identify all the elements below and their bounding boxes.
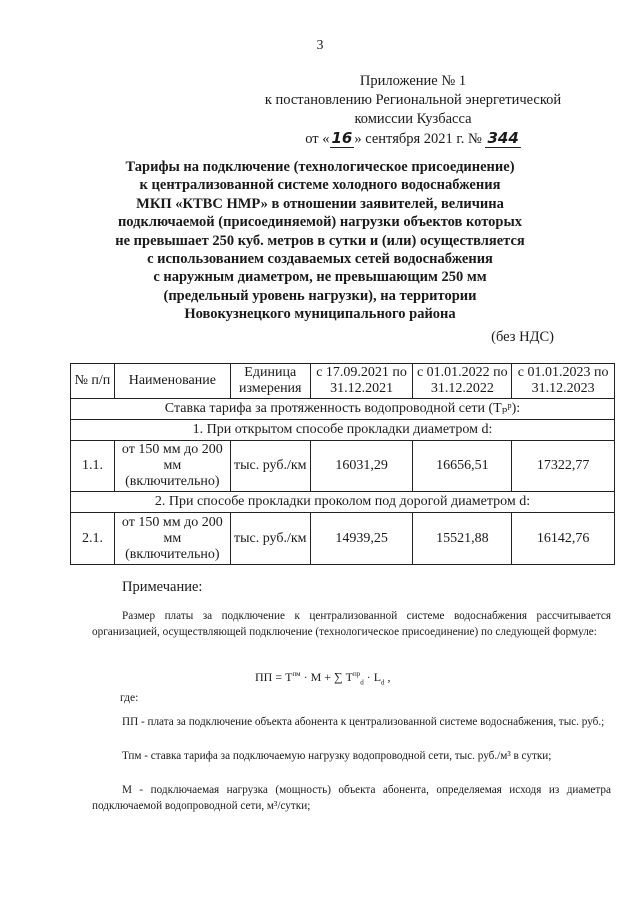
row-unit: тыс. руб./км (230, 441, 310, 492)
title-line: не превышает 250 куб. метров в сутки и (или) осуществляется (115, 232, 525, 249)
formula-rhs-sub: d (381, 678, 385, 687)
header-unit: Единица измерения (230, 364, 310, 399)
table-row (71, 399, 615, 420)
row-value-2023: 17322,77 (512, 441, 615, 492)
appendix-title: Приложение № 1 (359, 73, 467, 89)
tariff-table (70, 363, 615, 565)
row-range: от 150 мм до 200 мм (включительно) (114, 441, 230, 492)
row-value-2021: 14939,25 (310, 513, 413, 565)
formula-lhs-sup: пм (292, 670, 301, 678)
definition-tpm: Тпм - ставка тарифа за подключаемую нагрузку водопроводной сети, тыс. руб./м³ в сутки; (122, 750, 552, 762)
table-row (71, 492, 615, 513)
header-num: № п/п (71, 364, 115, 399)
formula-end: , (384, 670, 391, 684)
where-label: где: (120, 692, 139, 704)
note-heading: Примечание: (122, 579, 203, 595)
table-header-row (71, 364, 615, 399)
row-value-2022: 16656,51 (413, 441, 512, 492)
formula (255, 670, 391, 686)
formula-lhs: ПП = Т (255, 670, 293, 684)
handwritten-day: 16 (331, 129, 353, 147)
title-line: Новокузнецкого муниципального района (184, 306, 456, 323)
definition-m: М - подключаемая нагрузка (мощность) объекта абонента, определяемая исходя из диаметра подключаемой водопроводной сети, м³/сутки; (92, 784, 611, 812)
appendix-resolution: к постановлению Региональной энергетической (264, 92, 562, 108)
row-value-2021: 16031,29 (310, 441, 413, 492)
date-prefix: от « (305, 131, 330, 147)
row-range: от 150 мм до 200 мм (включительно) (114, 513, 230, 565)
section-puncture-laying: 2. При способе прокладки проколом под дорогой диаметром d: (71, 492, 615, 513)
table-row (71, 513, 615, 565)
header-period-2: с 01.01.2022 по 31.12.2022 (413, 364, 512, 399)
header-period-1: с 17.09.2021 по 31.12.2021 (310, 364, 413, 399)
page-number: 3 (316, 38, 324, 53)
rate-caption: Ставка тарифа за протяженность водопроводной сети (Тₚᵖ): (71, 399, 615, 420)
table-row (71, 441, 615, 492)
table-row (71, 420, 615, 441)
title-line: Тарифы на подключение (технологическое присоединение) (125, 159, 515, 175)
formula-rhs: · L (363, 670, 382, 684)
header-period-3: с 01.01.2023 по 31.12.2023 (512, 364, 615, 399)
row-unit: тыс. руб./км (230, 513, 310, 565)
title-line: подключаемой (присоединяемой) нагрузки объектов которых (117, 214, 523, 231)
section-open-laying: 1. При открытом способе прокладки диаметром d: (71, 420, 615, 441)
date-middle: » сентября 2021 г. № (354, 131, 482, 147)
header-name: Наименование (114, 364, 230, 399)
appendix-commission: комиссии Кузбасса (354, 111, 472, 127)
title-line: с наружным диаметром, не превышающим 250 мм (153, 269, 487, 286)
appendix-date-line (248, 129, 578, 149)
row-num: 1.1. (71, 441, 115, 492)
title-line: к централизованной системе холодного водоснабжения (139, 177, 501, 194)
appendix-block (248, 72, 578, 149)
title-line: МКП «КТВС НМР» в отношении заявителей, величина (136, 195, 504, 212)
row-value-2022: 15521,88 (413, 513, 512, 565)
definition-pp: ПП - плата за подключение объекта абонента к централизованной системе водоснабжения, тыс. руб.; (122, 716, 605, 728)
row-value-2023: 16142,76 (512, 513, 615, 565)
formula-mid-sub: d (360, 678, 364, 687)
vat-note: (без НДС) (491, 329, 554, 345)
title-line: с использованием создаваемых сетей водоснабжения (147, 251, 493, 268)
formula-mid: · М + ∑ Т (300, 670, 353, 684)
title-line: (предельный уровень нагрузки), на территории (163, 287, 477, 304)
handwritten-number: 344 (487, 129, 519, 147)
document-title (100, 158, 540, 324)
formula-mid-sup: пр (352, 670, 361, 678)
row-num: 2.1. (71, 513, 115, 565)
note-paragraph: Размер платы за подключение к централизованной системе водоснабжения рассчитывается организацией, осуществляющей подключение (технологическое присоединение) по следующей формуле: (92, 610, 611, 638)
